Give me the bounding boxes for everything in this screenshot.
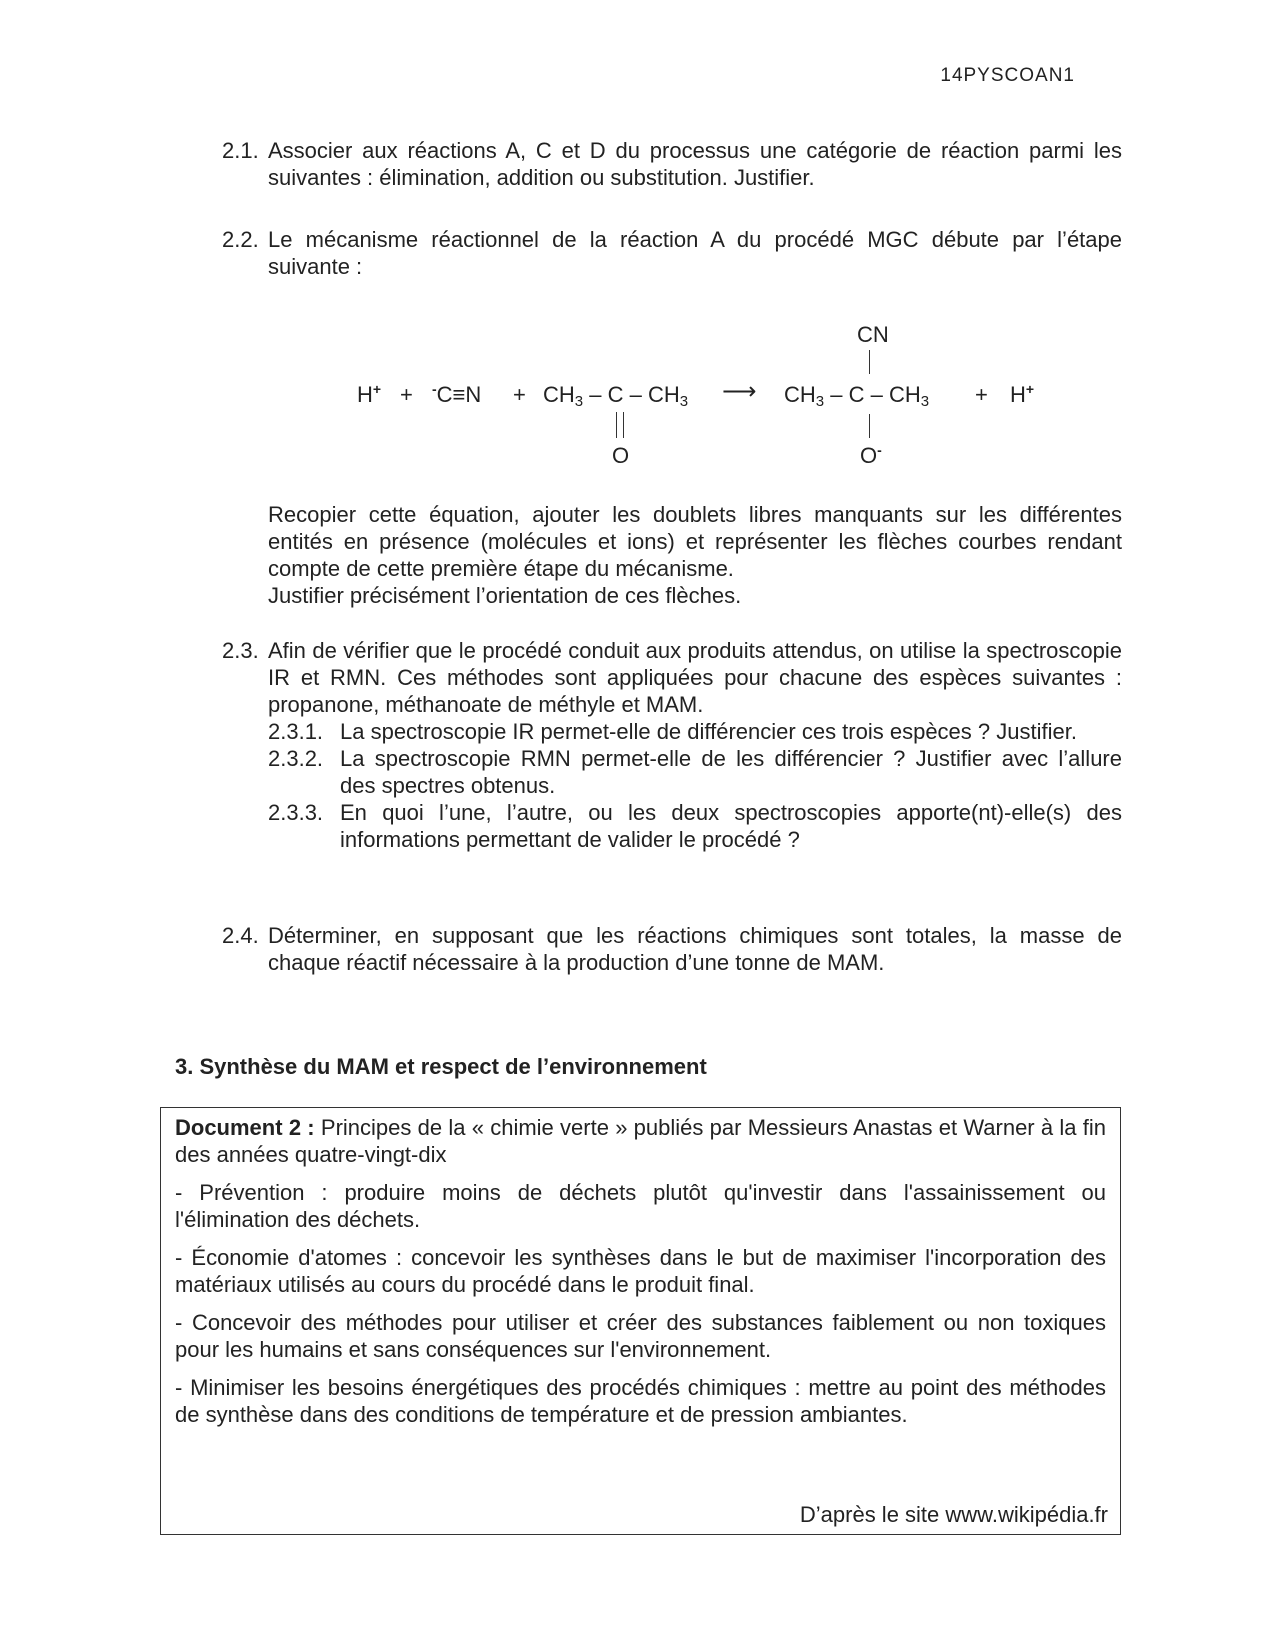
subquestion-2-3-2 — [268, 745, 1122, 799]
section-3-title: 3. Synthèse du MAM et respect de l’environnement — [175, 1054, 707, 1079]
instructions-paragraph — [268, 501, 1122, 609]
question-2-1 — [222, 137, 1122, 191]
document-2-box — [160, 1107, 1121, 1535]
instructions-text: Recopier cette équation, ajouter les doublets libres manquants sur les différentes entités en présence (molécules et ions) et représenter les flèches courbes rendant compte de cette première étape du mécanisme. — [268, 502, 1122, 581]
plus-sign: + — [975, 382, 988, 407]
question-number: 2.1. — [222, 138, 259, 163]
document-intro: Principes de la « chimie verte » publiés par Messieurs Anastas et Warner à la fin des années quatre-vingt-dix — [175, 1115, 1106, 1167]
question-number: 2.3. — [222, 638, 259, 663]
proton-product: H+ — [1010, 381, 1035, 407]
subquestion-text: La spectroscopie IR permet-elle de différencier ces trois espèces ? Justifier. — [340, 719, 1077, 744]
proton-reactant: H+ — [357, 381, 382, 407]
subquestion-number: 2.3.3. — [268, 800, 324, 825]
cyanide-ion: -C≡N — [432, 381, 482, 407]
question-text: Associer aux réactions A, C et D du processus une catégorie de réaction parmi les suivantes : élimination, addition ou substitution. Justifier. — [268, 138, 1122, 190]
subquestion-2-3-3 — [268, 799, 1122, 853]
principle-item: - Économie d'atomes : concevoir les synthèses dans le but de maximiser l'incorporation des matériaux utilisés au cours du procédé dans le produit final. — [175, 1245, 1106, 1297]
principle-item: - Concevoir des méthodes pour utiliser et créer des substances faiblement ou non toxiques pour les humains et sans conséquences sur l'environnement. — [175, 1310, 1106, 1362]
subquestion-text: La spectroscopie RMN permet-elle de les différencier ? Justifier avec l’allure des spectres obtenus. — [340, 746, 1122, 798]
question-2-4 — [222, 922, 1122, 976]
question-number: 2.4. — [222, 923, 259, 948]
propanone: $CH_3$ – C – $CH_3$ — [543, 382, 689, 410]
plus-sign: + — [400, 382, 413, 407]
subquestion-2-3-1 — [268, 718, 1122, 745]
justify-text: Justifier précisément l’orientation de ces flèches. — [268, 583, 742, 608]
single-bond-bottom — [869, 414, 870, 438]
principle-item: - Prévention : produire moins de déchets plutôt qu'investir dans l'assainissement ou l'élimination des déchets. — [175, 1180, 1106, 1232]
alkoxide-product: $CH_3$ – C – $CH_3$ — [784, 382, 930, 410]
propanone-oxygen: O — [612, 443, 630, 468]
double-bond — [616, 412, 624, 438]
subquestion-text: En quoi l’une, l’autre, ou les deux spectroscopies apporte(nt)-elle(s) des informations permettant de valider le procédé ? — [340, 800, 1122, 852]
question-text: Le mécanisme réactionnel de la réaction A du procédé MGC débute par l’étape suivante : — [268, 227, 1122, 279]
document-label: Document 2 : — [175, 1115, 315, 1140]
document-source: D’après le site www.wikipédia.fr — [799, 1502, 1108, 1527]
single-bond-top — [869, 350, 870, 374]
question-2-3 — [222, 637, 1122, 853]
subquestion-number: 2.3.1. — [268, 719, 324, 744]
cn-group: CN — [857, 322, 889, 347]
question-2-2 — [222, 226, 1122, 280]
subquestion-number: 2.3.2. — [268, 746, 324, 771]
question-text: Afin de vérifier que le procédé conduit aux produits attendus, on utilise la spectroscopie IR et RMN. Ces méthodes sont appliquées pour chacune des espèces suivantes : propanone, méthanoate de méthyle et MAM. — [268, 638, 1122, 717]
plus-sign: + — [513, 382, 526, 407]
question-number: 2.2. — [222, 227, 259, 252]
principle-item: - Minimiser les besoins énergétiques des procédés chimiques : mettre au point des méthodes de synthèse dans des conditions de température et de pression ambiantes. — [175, 1375, 1106, 1427]
reaction-arrow: ⟶ — [722, 378, 757, 405]
oxide-ion: O- — [860, 442, 882, 468]
document-2-heading — [175, 1114, 1106, 1168]
page-code: 14PYSCOAN1 — [940, 65, 1075, 86]
question-text: Déterminer, en supposant que les réactions chimiques sont totales, la masse de chaque réactif nécessaire à la production d’une tonne de MAM. — [268, 923, 1122, 975]
